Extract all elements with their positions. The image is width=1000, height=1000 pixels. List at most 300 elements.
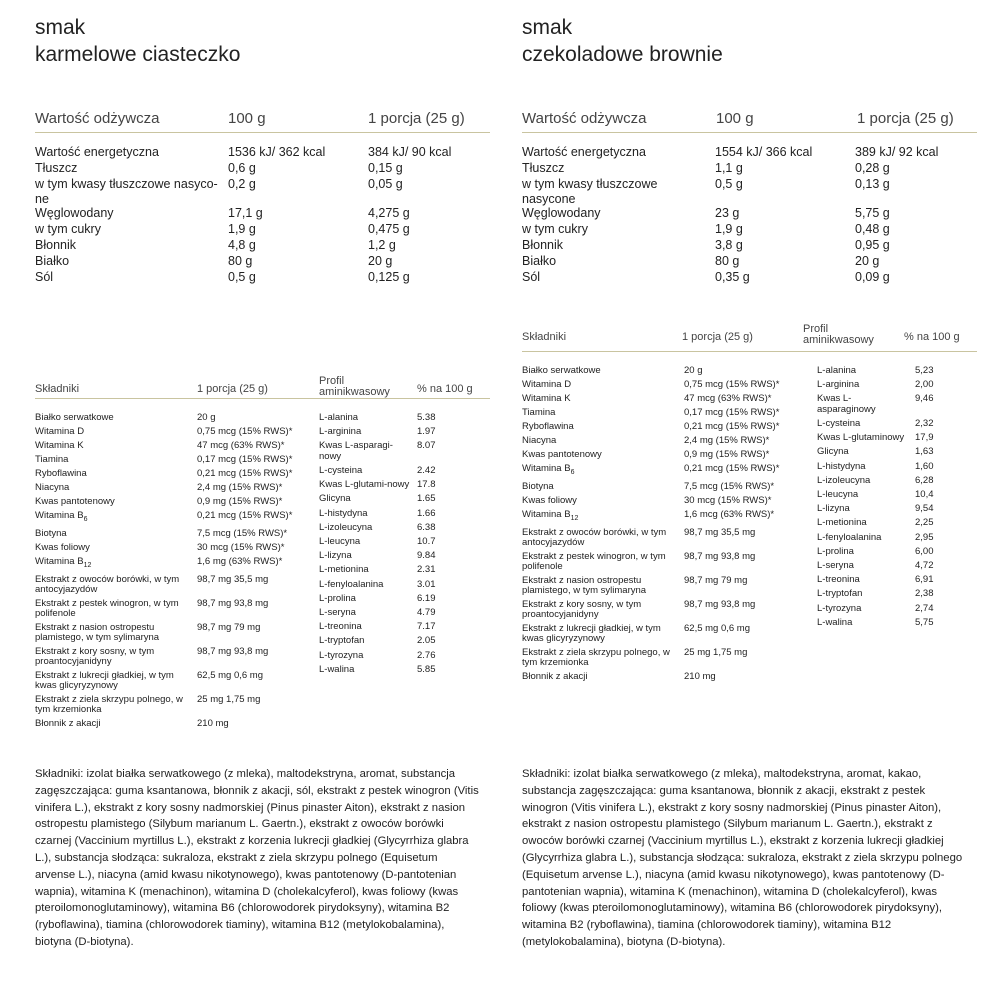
amino-row <box>817 604 977 618</box>
amino-row <box>319 441 479 466</box>
amino-percent: 2.76 <box>417 649 436 661</box>
nutrient-per-portion: 0,125 g <box>368 270 410 284</box>
ingredient-name: Witamina $B_6$ <box>35 510 88 523</box>
ingredient-amount: 0,9 mg (15% RWS)* <box>684 449 770 460</box>
amino-row <box>817 380 977 394</box>
amino-percent: 1.97 <box>417 426 436 438</box>
ingredient-row <box>35 455 315 469</box>
ingredient-row <box>522 394 802 408</box>
ingredient-row <box>522 496 802 510</box>
nutrition-row <box>522 177 977 206</box>
amino-name: L-prolina <box>817 545 854 557</box>
ingredient-row <box>35 557 315 575</box>
ingredients-header <box>35 376 490 399</box>
amino-row <box>319 608 479 622</box>
amino-header-percent: % na 100 g <box>904 331 960 343</box>
ingredient-row <box>35 671 315 695</box>
nutrient-per-100g: 3,8 g <box>715 238 743 252</box>
amino-percent: 17,9 <box>915 432 934 444</box>
amino-name: L-tryptofan <box>817 588 863 600</box>
nutrition-row <box>35 145 490 161</box>
amino-row <box>319 466 479 480</box>
ingredient-name: Ekstrakt z pestek winogron, w tym polifenole <box>35 597 179 619</box>
amino-header-label: Profil aminikwasowy <box>319 375 390 398</box>
ingredient-amount: 98,7 mg 79 mg <box>684 574 748 586</box>
amino-name: L-tyrozyna <box>817 602 862 614</box>
ingredient-name: Ekstrakt z ziela skrzypu polnego, w tym krzemionka <box>35 693 183 715</box>
ingredient-amount: 25 mg 1,75 mg <box>684 646 748 658</box>
ingredient-row <box>35 543 315 557</box>
nutrient-per-portion: 0,05 g <box>368 177 403 191</box>
ingredient-row <box>35 511 315 529</box>
nutrient-per-100g: 80 g <box>715 254 740 268</box>
amino-table <box>817 366 977 632</box>
ingredient-name: Błonnik z akacji <box>35 717 101 729</box>
ingredients-header-label: Składniki <box>522 331 567 343</box>
amino-name: Glicyna <box>319 493 351 505</box>
ingredients-header-label: Składniki <box>35 383 80 395</box>
nutrition-row <box>522 206 977 222</box>
nutrient-per-portion: 0,28 g <box>855 161 890 175</box>
nutrition-header <box>35 110 490 133</box>
flavor-label: smak <box>522 16 573 39</box>
nutrient-name: w tym cukry <box>522 222 588 236</box>
amino-percent: 2,95 <box>915 531 934 543</box>
amino-row <box>817 518 977 532</box>
ingredient-row <box>35 469 315 483</box>
ingredient-amount: 98,7 mg 93,8 mg <box>684 598 756 610</box>
flavor-heading <box>35 14 240 68</box>
nutrient-per-100g: 1,9 g <box>228 222 256 236</box>
ingredient-amount: 1,6 mg (63% RWS)* <box>197 555 283 567</box>
amino-name: Kwas L-glutami-nowy <box>319 479 410 491</box>
amino-name: L-seryna <box>817 559 854 571</box>
nutrient-per-100g: 1,9 g <box>715 222 743 236</box>
ingredient-amount: 30 mcg (15% RWS)* <box>684 494 772 506</box>
ingredient-row <box>522 482 802 496</box>
amino-row <box>817 561 977 575</box>
ingredient-name: Ekstrakt z lukrecji gładkiej, w tym kwas glicyryzynowy <box>522 622 661 644</box>
amino-percent: 6,00 <box>915 545 934 557</box>
amino-name: L-izoleucyna <box>817 474 871 486</box>
ingredient-amount: 20 g <box>197 412 216 423</box>
amino-percent: 6.19 <box>417 592 436 604</box>
nutrient-name: Węglowodany <box>35 206 114 220</box>
amino-row <box>319 523 479 537</box>
ingredient-amount: 0,21 mcg (15% RWS)* <box>197 468 293 479</box>
ingredient-row <box>35 441 315 455</box>
nutrient-per-100g: 1,1 g <box>715 161 743 175</box>
nutrient-per-100g: 1536 kJ/ 362 kcal <box>228 145 326 159</box>
amino-name: L-cysteina <box>817 418 861 430</box>
ingredient-row <box>35 497 315 511</box>
amino-percent: 6,91 <box>915 574 934 586</box>
nutrient-per-portion: 0,475 g <box>368 222 410 236</box>
nutrient-name: w tym kwasy tłuszczowe nasyco-ne <box>35 177 218 206</box>
ingredient-name: Kwas foliowy <box>522 494 577 506</box>
amino-name: L-fenyloalanina <box>817 531 882 543</box>
amino-row <box>817 589 977 603</box>
ingredient-amount: 0,75 mcg (15% RWS)* <box>684 379 780 390</box>
nutrient-per-100g: 4,8 g <box>228 238 256 252</box>
nutrient-per-100g: 0,5 g <box>715 177 743 191</box>
ingredient-name: Ekstrakt z nasion ostropestu plamistego, w tym sylimaryna <box>35 621 160 643</box>
ingredient-amount: 98,7 mg 93,8 mg <box>197 645 269 657</box>
ingredient-name: Ekstrakt z pestek winogron, w tym polifenole <box>522 550 666 572</box>
amino-row <box>319 580 479 594</box>
amino-percent: 10,4 <box>915 489 934 500</box>
nutrient-per-100g: 1554 kJ/ 366 kcal <box>715 145 813 159</box>
amino-percent: 6.38 <box>417 521 436 533</box>
ingredient-row <box>522 436 802 450</box>
nutrition-row <box>35 270 490 286</box>
nutrient-name: Błonnik <box>35 238 76 252</box>
amino-percent: 2.05 <box>417 635 436 647</box>
ingredient-row <box>522 576 802 600</box>
nutrient-name: Białko <box>35 254 70 268</box>
nutrition-table <box>35 145 490 286</box>
amino-name: L-prolina <box>319 592 356 604</box>
nutrient-per-100g: 23 g <box>715 206 740 220</box>
ingredient-name: Biotyna <box>522 480 554 492</box>
nutrient-per-portion: 0,09 g <box>855 270 890 284</box>
amino-row <box>817 476 977 490</box>
amino-row <box>817 575 977 589</box>
flavor-label: smak <box>35 16 86 39</box>
ingredient-row <box>522 510 802 528</box>
amino-percent: 9,46 <box>915 393 934 405</box>
nutrition-row <box>35 161 490 177</box>
ingredient-name: Tiamina <box>522 407 556 418</box>
ingredient-name: Kwas pantotenowy <box>35 496 115 507</box>
ingredient-amount: 20 g <box>684 365 703 376</box>
amino-name: L-seryna <box>319 606 356 618</box>
ingredient-amount: 62,5 mg 0,6 mg <box>684 622 751 634</box>
ingredient-amount: 7,5 mcg (15% RWS)* <box>684 480 775 492</box>
amino-name: L-walina <box>817 616 853 628</box>
nutrition-row <box>35 206 490 222</box>
ingredient-name: Witamina $B_{12}$ <box>35 555 92 569</box>
nutrient-name: Tłuszcz <box>35 161 78 175</box>
amino-name: L-treonina <box>319 621 362 633</box>
ingredient-name: Białko serwatkowe <box>522 365 601 376</box>
amino-row <box>817 394 977 419</box>
amino-name: L-leucyna <box>817 489 859 500</box>
ingredients-table <box>35 413 315 733</box>
ingredient-amount: 98,7 mg 35,5 mg <box>684 526 756 538</box>
ingredient-row <box>522 422 802 436</box>
ingredients-table <box>522 366 802 686</box>
amino-percent: 4,72 <box>915 559 934 571</box>
ingredient-amount: 7,5 mcg (15% RWS)* <box>197 527 288 539</box>
composition-text: Składniki: izolat białka serwatkowego (z mleka), maltodekstryna, aromat, substancja zagęszczająca: guma ksantanowa, błonnik z akacji, sól, ekstrakt z pestek winogron (Vitis vinifera L.), ekstrakt z kory sosny nadmorskiej (Pinus pinaster Aiton), ekstrakt z nasion ostropestu plamistego (Silybum marianum L. Gaertn.), ekstrakt z owoców borówki czarnej (Vaccinium myrtillus L.), ekstrakt z korzenia lukrecji gładkiej (Glycyrrhiza glabra L.), substancja słodząca: sukraloza, ekstrakt z ziela skrzypu polnego (Equisetum arvense L.), niacyna (amid kwasu nikotynowego), kwas pantotenowy (D-pantotenian wapnia), witamina K (menachinon), witamina D (cholekalcyferol), kwas foliowy (kwas pteroilomonoglutaminowy), witamina B6 (chlorowodorek pirydoksyny), witamina B2 (ryboflawina), tiamina (chlorowodorek tiaminy), witamina B12 (metylokobalamina), biotyna (D-biotyna). <box>35 768 479 948</box>
ingredient-row <box>35 647 315 671</box>
amino-percent: 1.65 <box>417 493 436 505</box>
amino-percent: 5,23 <box>915 365 934 376</box>
nutrient-per-portion: 0,13 g <box>855 177 890 191</box>
nutrient-per-100g: 17,1 g <box>228 206 263 220</box>
nutrition-header-label: Wartość odżywcza <box>35 110 160 127</box>
amino-row <box>319 537 479 551</box>
amino-name: L-fenyloalanina <box>319 578 384 590</box>
amino-name: Kwas L-asparaginowy <box>817 393 876 415</box>
amino-name: L-lizyna <box>817 503 850 515</box>
ingredient-amount: 210 mg <box>197 717 229 729</box>
amino-row <box>817 433 977 447</box>
amino-percent: 2,38 <box>915 588 934 600</box>
amino-name: L-histydyna <box>817 460 866 472</box>
ingredient-amount: 1,6 mcg (63% RWS)* <box>684 508 775 520</box>
ingredient-row <box>35 719 315 733</box>
ingredient-row <box>522 600 802 624</box>
nutrient-per-portion: 4,275 g <box>368 206 410 220</box>
ingredient-name: Witamina K <box>522 393 571 404</box>
ingredient-amount: 47 mcg (63% RWS)* <box>197 440 285 451</box>
ingredient-name: Ryboflawina <box>35 468 87 479</box>
nutrient-per-portion: 389 kJ/ 92 kcal <box>855 145 939 159</box>
nutrient-name: w tym kwasy tłuszczowe nasycone <box>522 177 658 206</box>
nutrient-per-portion: 20 g <box>368 254 393 268</box>
nutrition-table <box>522 145 977 286</box>
nutrient-name: Wartość energetyczna <box>522 145 646 159</box>
nutrition-row <box>522 254 977 270</box>
amino-row <box>817 618 977 632</box>
nutrition-row <box>522 145 977 161</box>
nutrition-header-portion: 1 porcja (25 g) <box>368 110 465 127</box>
amino-name: Kwas L-asparagi-nowy <box>319 440 393 462</box>
amino-percent: 17.8 <box>417 479 436 491</box>
nutrient-name: Węglowodany <box>522 206 601 220</box>
amino-percent: 5.85 <box>417 663 436 675</box>
amino-percent: 5.38 <box>417 412 436 423</box>
amino-row <box>817 462 977 476</box>
amino-name: L-cysteina <box>319 465 363 477</box>
ingredient-name: Kwas foliowy <box>35 541 90 553</box>
ingredient-name: Witamina D <box>522 379 572 390</box>
amino-row <box>319 480 479 494</box>
amino-name: L-lizyna <box>319 550 352 562</box>
nutrient-per-portion: 5,75 g <box>855 206 890 220</box>
amino-percent: 6,28 <box>915 474 934 486</box>
ingredient-row <box>522 624 802 648</box>
amino-row <box>319 565 479 579</box>
amino-name: L-histydyna <box>319 507 368 519</box>
amino-name: L-tryptofan <box>319 635 365 647</box>
amino-row <box>319 427 479 441</box>
ingredient-row <box>35 483 315 497</box>
amino-percent: 1,60 <box>915 460 934 472</box>
ingredient-name: Kwas pantotenowy <box>522 449 602 460</box>
nutrient-name: Błonnik <box>522 238 563 252</box>
amino-percent: 2.31 <box>417 564 436 576</box>
ingredient-amount: 2,4 mg (15% RWS)* <box>197 482 283 493</box>
ingredient-name: Niacyna <box>522 435 557 446</box>
amino-percent: 8.07 <box>417 440 436 452</box>
ingredient-row <box>522 552 802 576</box>
nutrient-name: Wartość energetyczna <box>35 145 159 159</box>
amino-name: L-arginina <box>817 379 860 391</box>
amino-row <box>319 665 479 679</box>
amino-header-label: Profil aminikwasowy <box>803 323 874 346</box>
ingredient-row <box>522 672 802 686</box>
ingredient-row <box>35 413 315 427</box>
ingredient-amount: 0,9 mg (15% RWS)* <box>197 496 283 507</box>
ingredient-name: Biotyna <box>35 527 67 539</box>
ingredient-row <box>522 528 802 552</box>
amino-percent: 1.66 <box>417 507 436 519</box>
nutrient-per-portion: 384 kJ/ 90 kcal <box>368 145 452 159</box>
amino-name: L-metionina <box>817 517 867 529</box>
ingredient-row <box>522 408 802 422</box>
nutrient-per-portion: 20 g <box>855 254 880 268</box>
nutrition-header <box>522 110 977 133</box>
composition-text: Składniki: izolat białka serwatkowego (z mleka), maltodekstryna, aromat, kakao, substancja zagęszczająca: guma ksantanowa, błonnik z akacji, ekstrakt z pestek winogron (Vitis vinifera L.), ekstrakt z kory sosny nadmorskiej (Pinus pinaster Aiton), ekstrakt z nasion ostropestu plamistego (Silybum marianum L. Gaertn.), ekstrakt z owoców borówki czarnej (Vaccinium myrtillus L.), ekstrakt z korzenia lukrecji gładkiej (Glycyrrhiza glabra L.), substancja słodząca: sukraloza, ekstrakt z ziela skrzypu polnego (Equisetum arvense L.), niacyna (amid kwasu nikotynowego), kwas pantotenowy (D-pantotenian wapnia), witamina K (menachinon), witamina D (cholekalcyferol), kwas foliowy (kwas pteroilomonoglutaminowy), witamina B6 (chlorowodorek pirydoksyny), witamina B2 (ryboflawina), tiamina (chlorowodorek tiaminy), witamina B12 (metylokobalamina), biotyna (D-biotyna). <box>522 768 963 948</box>
amino-name: L-metionina <box>319 564 369 576</box>
amino-percent: 2,25 <box>915 517 934 529</box>
amino-name: L-leucyna <box>319 536 361 547</box>
nutrition-header-portion: 1 porcja (25 g) <box>857 110 954 127</box>
ingredient-name: Ekstrakt z owoców borówki, w tym antocyjazydów <box>35 573 180 595</box>
ingredient-amount: 98,7 mg 93,8 mg <box>684 550 756 562</box>
ingredient-amount: 0,17 mcg (15% RWS)* <box>197 454 293 465</box>
nutrient-per-portion: 0,95 g <box>855 238 890 252</box>
amino-percent: 9,54 <box>915 503 934 515</box>
amino-row <box>817 366 977 380</box>
flavor-heading <box>522 14 723 68</box>
ingredient-name: Witamina $B_6$ <box>522 463 575 476</box>
ingredient-name: Witamina D <box>35 426 85 437</box>
ingredient-name: Witamina K <box>35 440 84 451</box>
ingredient-amount: 0,21 mcg (15% RWS)* <box>197 510 293 521</box>
amino-row <box>319 551 479 565</box>
nutrient-name: Białko <box>522 254 557 268</box>
nutrition-row <box>35 254 490 270</box>
nutrient-name: Sól <box>35 270 54 284</box>
ingredient-name: Niacyna <box>35 482 70 493</box>
amino-name: L-walina <box>319 663 355 675</box>
nutrition-row <box>35 238 490 254</box>
ingredient-amount: 98,7 mg 35,5 mg <box>197 573 269 585</box>
amino-row <box>817 419 977 433</box>
ingredient-row <box>522 648 802 672</box>
amino-percent: 1,63 <box>915 446 934 458</box>
ingredient-name: Ekstrakt z owoców borówki, w tym antocyjazydów <box>522 526 667 548</box>
nutrient-name: w tym cukry <box>35 222 101 236</box>
ingredient-row <box>35 529 315 543</box>
amino-percent: 2,00 <box>915 379 934 391</box>
nutrient-per-100g: 0,5 g <box>228 270 256 284</box>
nutrient-name: Sól <box>522 270 541 284</box>
ingredient-name: Białko serwatkowe <box>35 412 114 423</box>
ingredient-row <box>522 366 802 380</box>
ingredient-name: Ekstrakt z kory sosny, w tym proantocyjanidyny <box>522 598 642 620</box>
nutrient-per-portion: 0,15 g <box>368 161 403 175</box>
amino-row <box>817 533 977 547</box>
nutrient-per-portion: 1,2 g <box>368 238 396 252</box>
amino-row <box>319 494 479 508</box>
ingredient-row <box>35 575 315 599</box>
amino-row <box>319 651 479 665</box>
nutrition-row <box>35 222 490 238</box>
nutrient-name: Tłuszcz <box>522 161 565 175</box>
ingredient-amount: 98,7 mg 79 mg <box>197 621 261 633</box>
nutrition-row <box>522 238 977 254</box>
amino-name: Glicyna <box>817 446 849 458</box>
nutrition-row <box>522 161 977 177</box>
ingredient-row <box>35 427 315 441</box>
ingredient-name: Ekstrakt z kory sosny, w tym proantocyjanidyny <box>35 645 155 667</box>
amino-percent: 2.42 <box>417 465 436 477</box>
ingredient-amount: 62,5 mg 0,6 mg <box>197 669 264 681</box>
ingredient-amount: 0,21 mcg (15% RWS)* <box>684 421 780 432</box>
ingredient-amount: 30 mcg (15% RWS)* <box>197 541 285 553</box>
flavor-name: czekoladowe brownie <box>522 43 723 66</box>
ingredient-name: Ryboflawina <box>522 421 574 432</box>
amino-row <box>319 594 479 608</box>
amino-row <box>817 547 977 561</box>
amino-row <box>817 504 977 518</box>
nutrient-per-100g: 80 g <box>228 254 253 268</box>
ingredients-header-portion: 1 porcja (25 g) <box>682 331 753 343</box>
amino-name: Kwas L-glutaminowy <box>817 432 905 444</box>
ingredient-name: Witamina $B_{12}$ <box>522 508 579 522</box>
ingredients-header-portion: 1 porcja (25 g) <box>197 383 268 395</box>
amino-percent: 5,75 <box>915 616 934 628</box>
amino-name: L-alanina <box>319 412 359 423</box>
ingredient-name: Ekstrakt z ziela skrzypu polnego, w tym krzemionka <box>522 646 670 668</box>
amino-name: L-tyrozyna <box>319 649 364 661</box>
ingredient-amount: 47 mcg (63% RWS)* <box>684 393 772 404</box>
ingredient-row <box>522 464 802 482</box>
amino-percent: 7.17 <box>417 621 436 633</box>
amino-name: L-alanina <box>817 365 857 376</box>
ingredient-name: Tiamina <box>35 454 69 465</box>
amino-row <box>817 490 977 504</box>
nutrient-per-100g: 0,35 g <box>715 270 750 284</box>
nutrition-row <box>522 270 977 286</box>
amino-table <box>319 413 479 679</box>
ingredients-header <box>522 322 977 352</box>
amino-name: L-arginina <box>319 426 362 438</box>
ingredient-amount: 0,75 mcg (15% RWS)* <box>197 426 293 437</box>
amino-percent: 10.7 <box>417 536 436 547</box>
nutrition-row <box>35 177 490 206</box>
amino-percent: 2,74 <box>915 602 934 614</box>
ingredient-name: Ekstrakt z lukrecji gładkiej, w tym kwas glicyryzynowy <box>35 669 174 691</box>
ingredient-row <box>35 695 315 719</box>
flavor-name: karmelowe ciasteczko <box>35 43 241 66</box>
ingredient-amount: 25 mg 1,75 mg <box>197 693 261 705</box>
nutrient-per-portion: 0,48 g <box>855 222 890 236</box>
nutrition-header-100g: 100 g <box>716 110 754 127</box>
ingredient-amount: 98,7 mg 93,8 mg <box>197 597 269 609</box>
amino-percent: 3.01 <box>417 578 436 590</box>
amino-name: L-treonina <box>817 574 860 586</box>
nutrition-header-100g: 100 g <box>228 110 266 127</box>
amino-row <box>319 413 479 427</box>
ingredient-row <box>35 599 315 623</box>
amino-percent: 2,32 <box>915 418 934 430</box>
nutrient-per-100g: 0,2 g <box>228 177 256 191</box>
ingredient-amount: 0,17 mcg (15% RWS)* <box>684 407 780 418</box>
amino-percent: 4.79 <box>417 606 436 618</box>
amino-header-percent: % na 100 g <box>417 383 473 395</box>
ingredient-amount: 0,21 mcg (15% RWS)* <box>684 463 780 474</box>
nutrition-row <box>522 222 977 238</box>
amino-row <box>817 447 977 461</box>
amino-name: L-izoleucyna <box>319 521 373 533</box>
ingredient-name: Ekstrakt z nasion ostropestu plamistego, w tym sylimaryna <box>522 574 647 596</box>
